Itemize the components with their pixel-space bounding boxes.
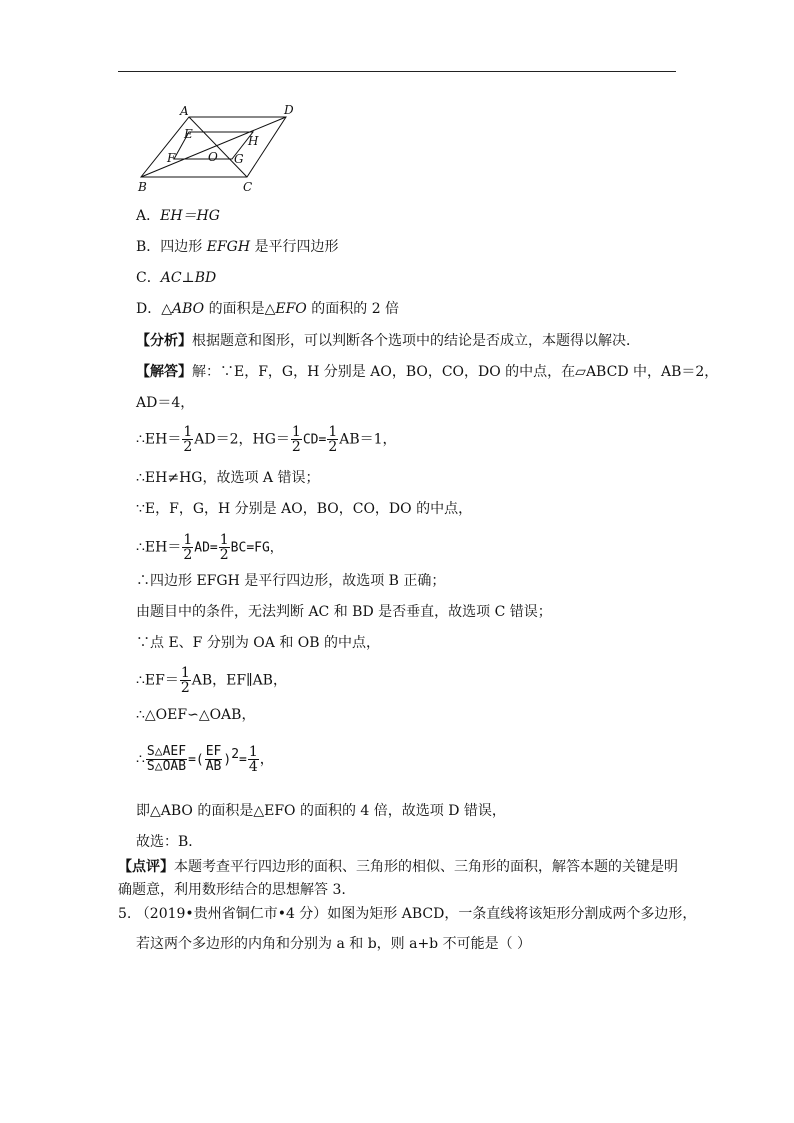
solution-line-14: 故选：B． — [136, 834, 203, 850]
fraction: $\frac{1}{2}$ — [219, 532, 229, 563]
solution-line-3: ∴EH＝ $\frac{1}{2}$ AD＝2，HG＝ $\frac{1}{2}$ CD= $\frac{1}{2}$ AB＝1， — [136, 424, 397, 455]
fraction: $\frac{1}{2}$ — [183, 424, 193, 455]
solution-line-1: 【解答】解：∵E，F，G，H 分别是 AO，BO，CO，DO 的中点，在▱ABCD 中，AB＝2， — [136, 364, 719, 380]
label-c: C — [243, 180, 253, 194]
fraction: $\frac{\text{S△AEF}}{\text{S△OAB}}$ — [146, 744, 187, 775]
fraction: $\frac{EF}{AB}$ — [205, 744, 222, 775]
comment-line-1: 【点评】本题考查平行四边形的面积、三角形的相似、三角形的面积，解答本题的关键是明 — [118, 859, 678, 875]
fraction: $\frac{1}{4}$ — [248, 744, 258, 776]
question-5-line-1: 5. （2019•贵州省铜仁市•4 分）如图为矩形 ABCD，一条直线将该矩形分割成两个多边形， — [118, 906, 697, 922]
option-a: A．EH＝HG — [136, 208, 220, 224]
fraction: $\frac{1}{2}$ — [291, 424, 301, 455]
label-g: G — [234, 152, 244, 166]
solution-line-9: ∵点 E、F 分别为 OA 和 OB 的中点， — [136, 635, 380, 651]
option-d: D．△ABO 的面积是△EFO 的面积的 2 倍 — [136, 301, 400, 317]
label-h: H — [248, 134, 259, 148]
fraction: $\frac{1}{2}$ — [183, 532, 193, 563]
fraction: $\frac{1}{2}$ — [180, 665, 190, 696]
solution-line-8: 由题目中的条件，无法判断 AC 和 BD 是否垂直，故选项 C 错误； — [136, 604, 552, 620]
solution-line-2: AD＝4， — [136, 395, 195, 411]
label-o: O — [208, 150, 218, 164]
solution-line-6: ∴EH＝ $\frac{1}{2}$ AD= $\frac{1}{2}$ BC=FG， — [136, 532, 283, 563]
label-b: B — [138, 180, 147, 194]
label-d: D — [284, 103, 294, 117]
label-a: A — [180, 104, 189, 118]
parallelogram-figure — [132, 100, 302, 195]
question-5-line-2: 若这两个多边形的内角和分别为 a 和 b，则 a+b 不可能是（ ） — [136, 936, 532, 952]
solution-line-11: ∴△OEF∽△OAB， — [136, 707, 256, 723]
comment-line-2: 确题意，利用数形结合的思想解答 3. — [118, 882, 346, 898]
solution-line-5: ∵E，F，G，H 分别是 AO，BO，CO，DO 的中点， — [136, 501, 473, 517]
option-c: C．AC⊥BD — [136, 270, 217, 286]
fraction: $\frac{1}{2}$ — [328, 424, 338, 455]
label-e: E — [184, 127, 193, 141]
solution-line-7: ∴四边形 EFGH 是平行四边形，故选项 B 正确； — [136, 573, 446, 589]
header-rule — [118, 71, 676, 72]
option-b: B．四边形 EFGH 是平行四边形 — [136, 239, 339, 255]
analysis: 【分析】根据题意和图形，可以判断各个选项中的结论是否成立，本题得以解决． — [136, 333, 640, 349]
solution-line-13: 即△ABO 的面积是△EFO 的面积的 4 倍，故选项 D 错误， — [136, 803, 506, 819]
solution-line-12: ∴ $\frac{\text{S△AEF}}{\text{S△OAB}}$ =( $\frac{EF}{AB}$ )$^2$= $\frac{1}{4}$ ， — [136, 744, 274, 776]
solution-line-4: ∴EH≠HG，故选项 A 错误； — [136, 470, 320, 486]
label-f: F — [167, 151, 176, 165]
solution-line-10: ∴EF＝ $\frac{1}{2}$ AB，EF∥AB， — [136, 665, 287, 696]
